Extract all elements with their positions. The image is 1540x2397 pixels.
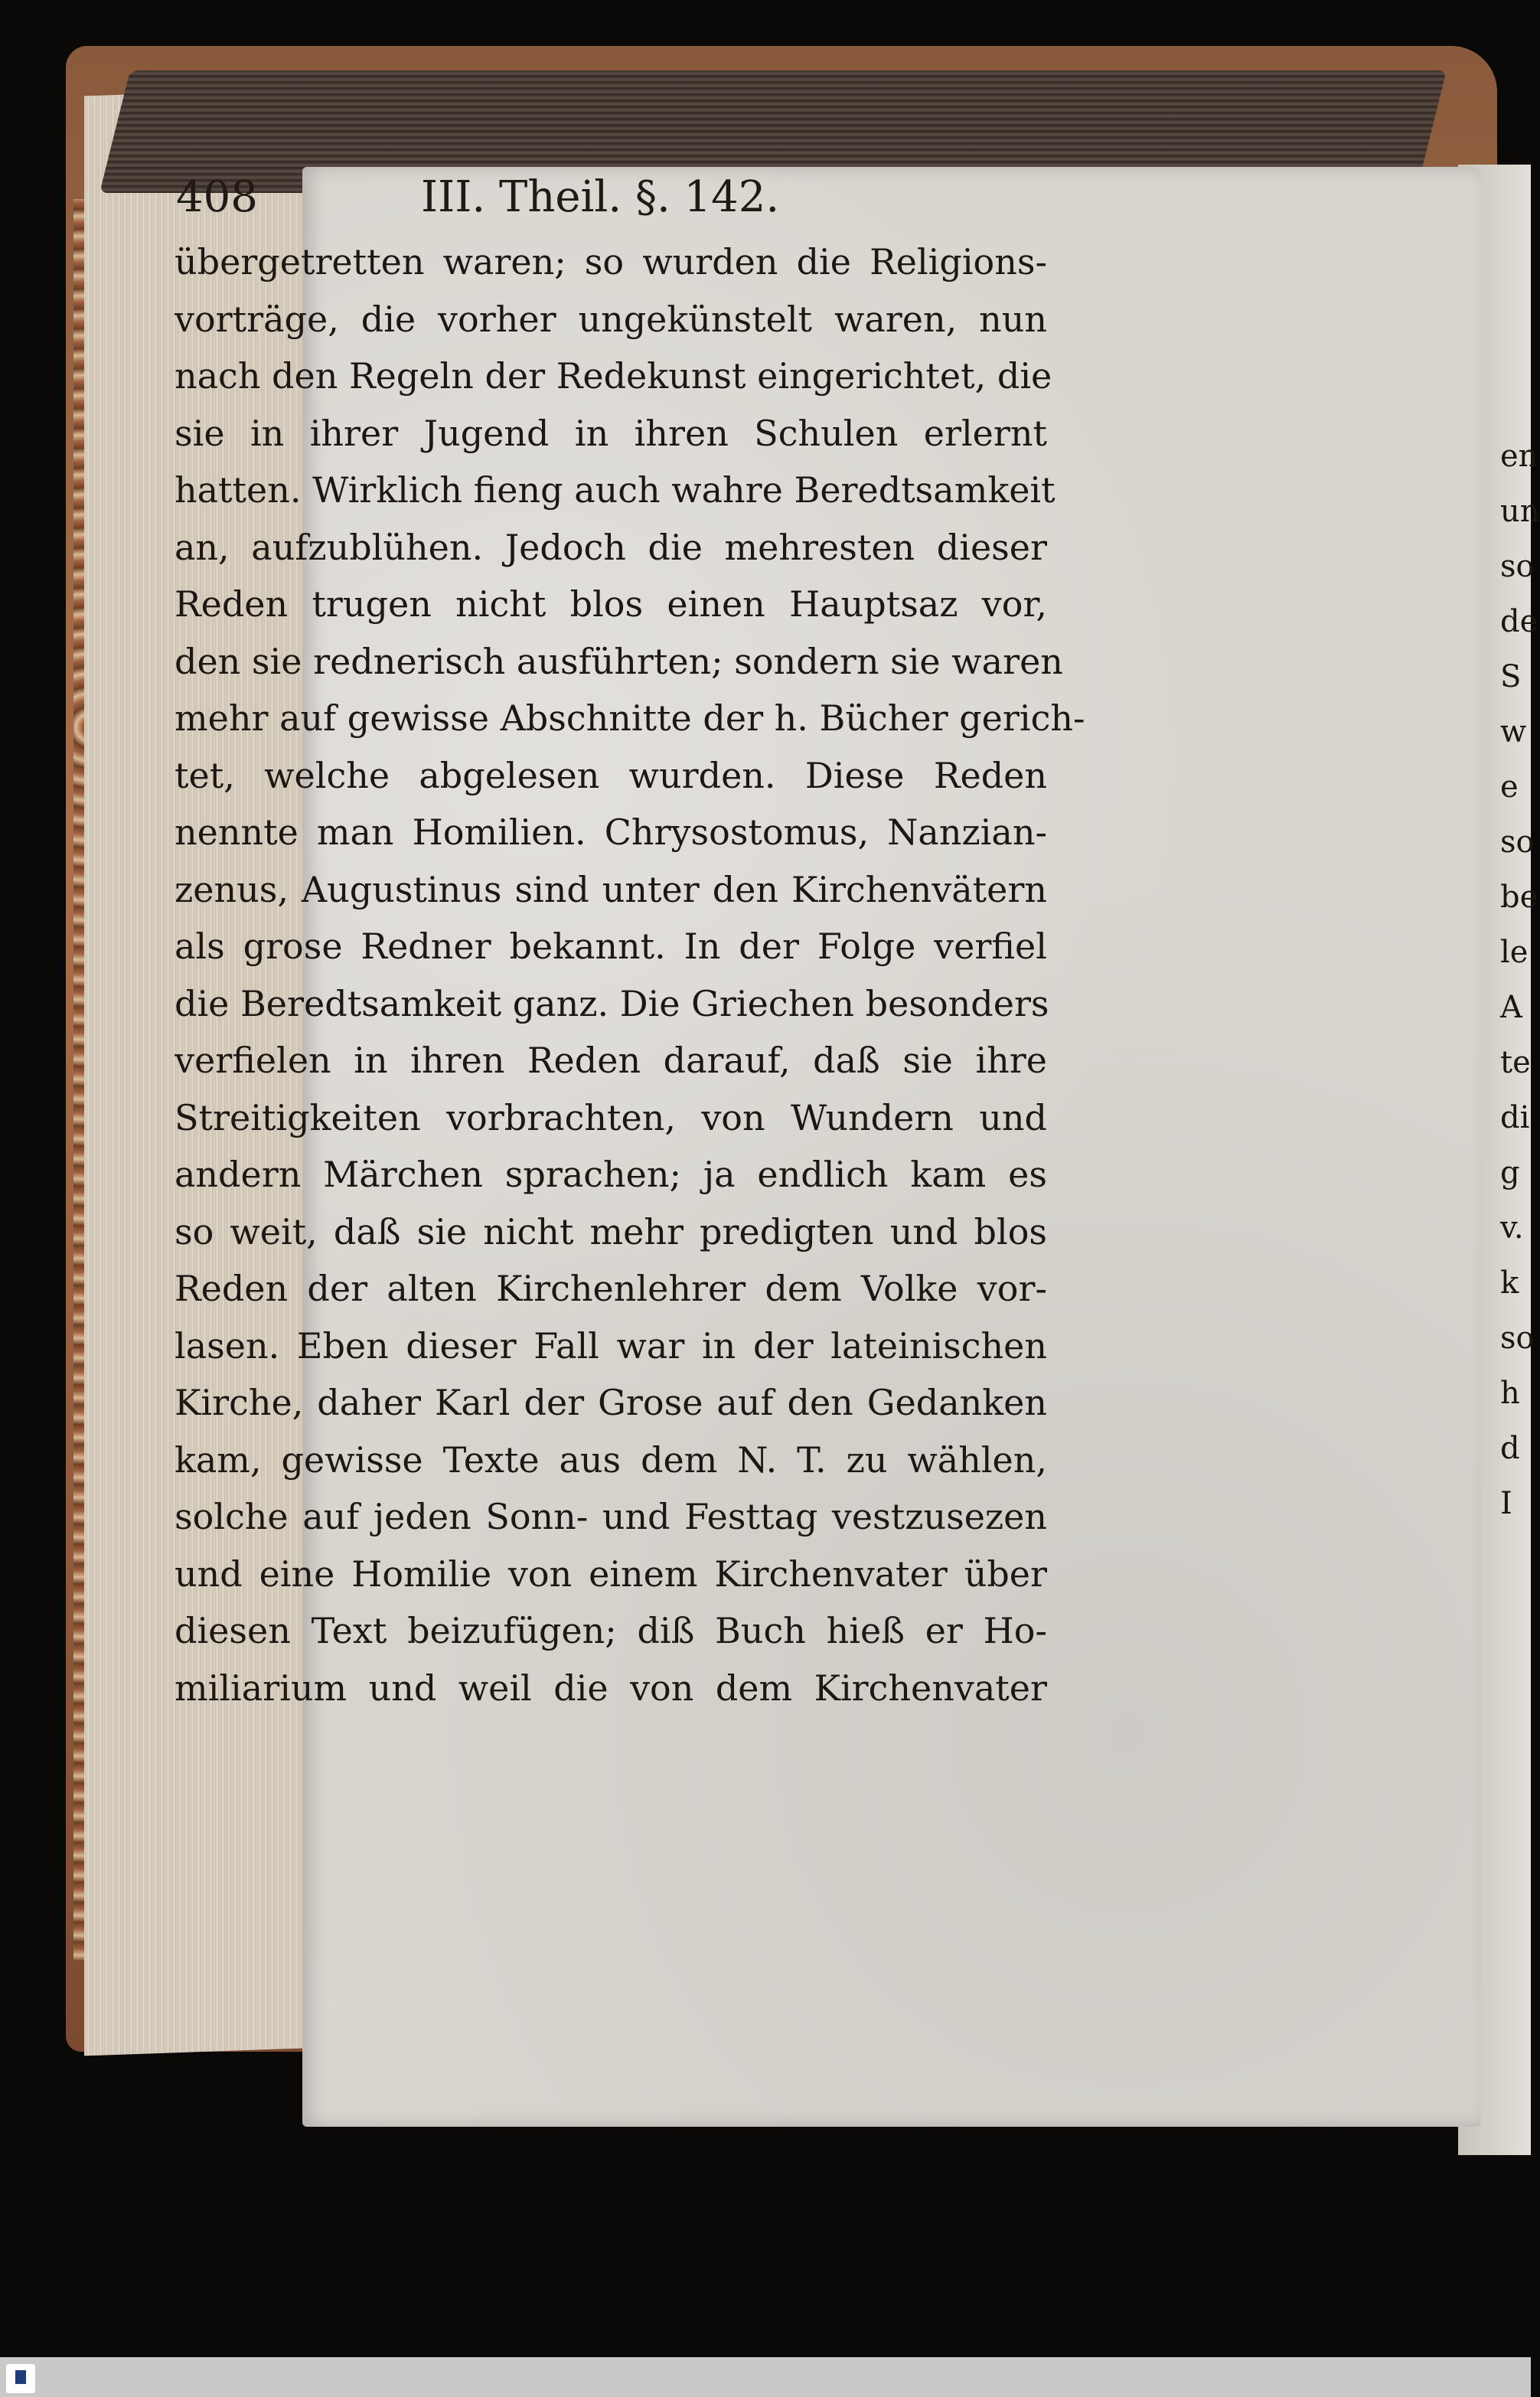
text-line: verfielen in ihren Reden darauf, daß sie ihre: [175, 1040, 1047, 1081]
text-line: lasen. Eben dieser Fall war in der lateinischen: [175, 1324, 1047, 1367]
page-header: [176, 172, 1140, 233]
facing-page-fragment: de: [1500, 604, 1538, 639]
text-line: vorträge, die vorher ungekünstelt waren, nun: [175, 298, 1047, 340]
facing-page-fragment: so: [1500, 1321, 1535, 1356]
facing-page-fragment: so: [1500, 825, 1535, 860]
facing-page-fragment: en: [1500, 439, 1538, 474]
text-line: Kirche, daher Karl der Grose auf den Gedanken: [175, 1382, 1047, 1423]
text-line: kam, gewisse Texte aus dem N. T. zu wählen,: [175, 1439, 1047, 1481]
text-line: und eine Homilie von einem Kirchenvater über: [175, 1553, 1047, 1595]
text-line: den sie rednerisch ausführten; sondern sie waren: [175, 640, 1063, 682]
page-number: 408: [176, 172, 258, 222]
text-line: als grose Redner bekannt. In der Folge verfiel: [175, 926, 1047, 967]
library-logo-icon: [6, 2364, 35, 2393]
text-line: sie in ihrer Jugend in ihren Schulen erlernt: [175, 412, 1047, 454]
facing-page-fragment: le: [1500, 935, 1529, 970]
text-line: Reden der alten Kirchenlehrer dem Volke vor-: [175, 1268, 1047, 1309]
facing-page-fragment: di: [1500, 1100, 1530, 1135]
facing-page-fragment: S: [1500, 659, 1522, 694]
text-line: hatten. Wirklich fieng auch wahre Beredtsamkeit: [175, 469, 1055, 511]
facing-page-fragment: g: [1500, 1155, 1520, 1190]
text-line: zenus, Augustinus sind unter den Kirchenvätern: [175, 868, 1047, 910]
facing-page-fragment: k: [1500, 1265, 1519, 1301]
facing-page-fragment: h: [1500, 1376, 1520, 1411]
facing-page-fragment: e: [1500, 769, 1519, 805]
text-line: an, aufzublühen. Jedoch die mehresten dieser: [175, 526, 1047, 568]
running-head: III. Theil. §. 142.: [421, 172, 780, 222]
facing-page-fragment: un: [1500, 494, 1540, 529]
facing-page-fragment: A: [1500, 990, 1522, 1025]
facing-page-fragment: v.: [1500, 1210, 1524, 1246]
text-line: solche auf jeden Sonn- und Festtag vestzusezen: [175, 1496, 1047, 1537]
facing-page-fragment: be: [1500, 880, 1538, 915]
text-line: mehr auf gewisse Abschnitte der h. Bücher gerich-: [175, 697, 1085, 739]
text-line: nennte man Homilien. Chrysostomus, Nanzian-: [175, 812, 1047, 853]
facing-page-text: [1500, 429, 1540, 1531]
facing-page-fragment: te: [1500, 1045, 1531, 1080]
text-line: Streitigkeiten vorbrachten, von Wundern und: [175, 1096, 1047, 1138]
text-line: miliarium und weil die von dem Kirchenvater: [175, 1667, 1047, 1709]
facing-page-fragment: w: [1500, 714, 1527, 749]
facing-page-fragment: so: [1500, 549, 1535, 584]
facing-page-fragment: I: [1500, 1486, 1512, 1521]
text-line: übergetretten waren; so wurden die Religions-: [175, 241, 1047, 282]
facing-page-fragment: d: [1500, 1431, 1520, 1466]
page-body: [175, 233, 1085, 1716]
text-line: andern Märchen sprachen; ja endlich kam es: [175, 1154, 1047, 1195]
text-line: diesen Text beizufügen; diß Buch hieß er Ho-: [175, 1610, 1047, 1651]
text-line: so weit, daß sie nicht mehr predigten und blos: [175, 1210, 1047, 1252]
text-line: die Beredtsamkeit ganz. Die Griechen besonders: [175, 982, 1049, 1024]
text-line: nach den Regeln der Redekunst eingerichtet, die: [175, 355, 1052, 397]
text-line: Reden trugen nicht blos einen Hauptsaz vor,: [175, 583, 1047, 625]
viewer-footer-bar: [0, 2357, 1531, 2397]
text-line: tet, welche abgelesen wurden. Diese Reden: [175, 754, 1047, 796]
